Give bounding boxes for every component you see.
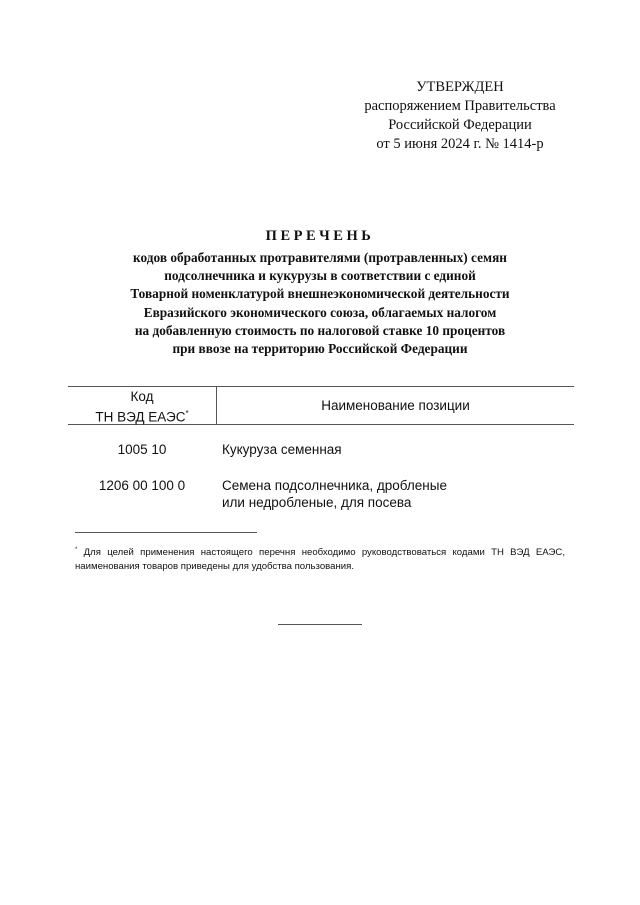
- footnote-mark: *: [75, 547, 78, 553]
- row-2-name-line1: Семена подсолнечника, дробленые: [222, 478, 447, 493]
- row-1-code: 1005 10: [117, 442, 167, 457]
- footnote-separator: [75, 532, 257, 533]
- subtitle-line-1: кодов обработанных протравителями (протравленных) семян: [133, 250, 507, 265]
- header-code-line2: ТН ВЭД ЕАЭС*: [95, 409, 189, 425]
- row-2-code: 1206 00 100 0: [98, 478, 186, 493]
- document-title: ПЕРЕЧЕНЬ: [265, 228, 375, 244]
- header-name: Наименование позиции: [321, 398, 470, 413]
- footnote-text: Для целей применения настоящего перечня необходимо руководствоваться кодами ТН ВЭД ЕАЭС, наименования товаров приведены для удобства пользования.: [75, 547, 565, 573]
- document-subtitle: [60, 249, 580, 358]
- approval-block: [340, 78, 580, 154]
- header-footnote-mark: *: [185, 409, 189, 418]
- header-code: [68, 388, 216, 426]
- header-code-line1: Код: [130, 389, 154, 404]
- end-rule: [278, 624, 362, 625]
- approval-line-2: Российской Федерации: [388, 117, 532, 133]
- approval-line-3: от 5 июня 2024 г. № 1414-р: [376, 136, 544, 152]
- approval-line-1: распоряжением Правительства: [364, 98, 556, 114]
- approval-heading: УТВЕРЖДЕН: [416, 79, 504, 95]
- subtitle-line-4: Евразийского экономического союза, облагаемых налогом: [143, 304, 497, 320]
- row-2-name: [222, 477, 562, 511]
- subtitle-line-2: подсолнечника и кукурузы в соответствии с единой: [164, 268, 476, 284]
- row-2-name-line2: или недробленые, для посева: [222, 495, 412, 510]
- footnote: [75, 543, 565, 574]
- subtitle-line-6: при ввозе на территорию Российской Федерации: [172, 341, 468, 357]
- table-top-rule: [68, 386, 574, 387]
- row-1-name: Кукуруза семенная: [222, 442, 342, 457]
- subtitle-line-3: Товарной номенклатурой внешнеэкономической деятельности: [130, 286, 510, 302]
- subtitle-line-5: на добавленную стоимость по налоговой ставке 10 процентов: [134, 322, 506, 338]
